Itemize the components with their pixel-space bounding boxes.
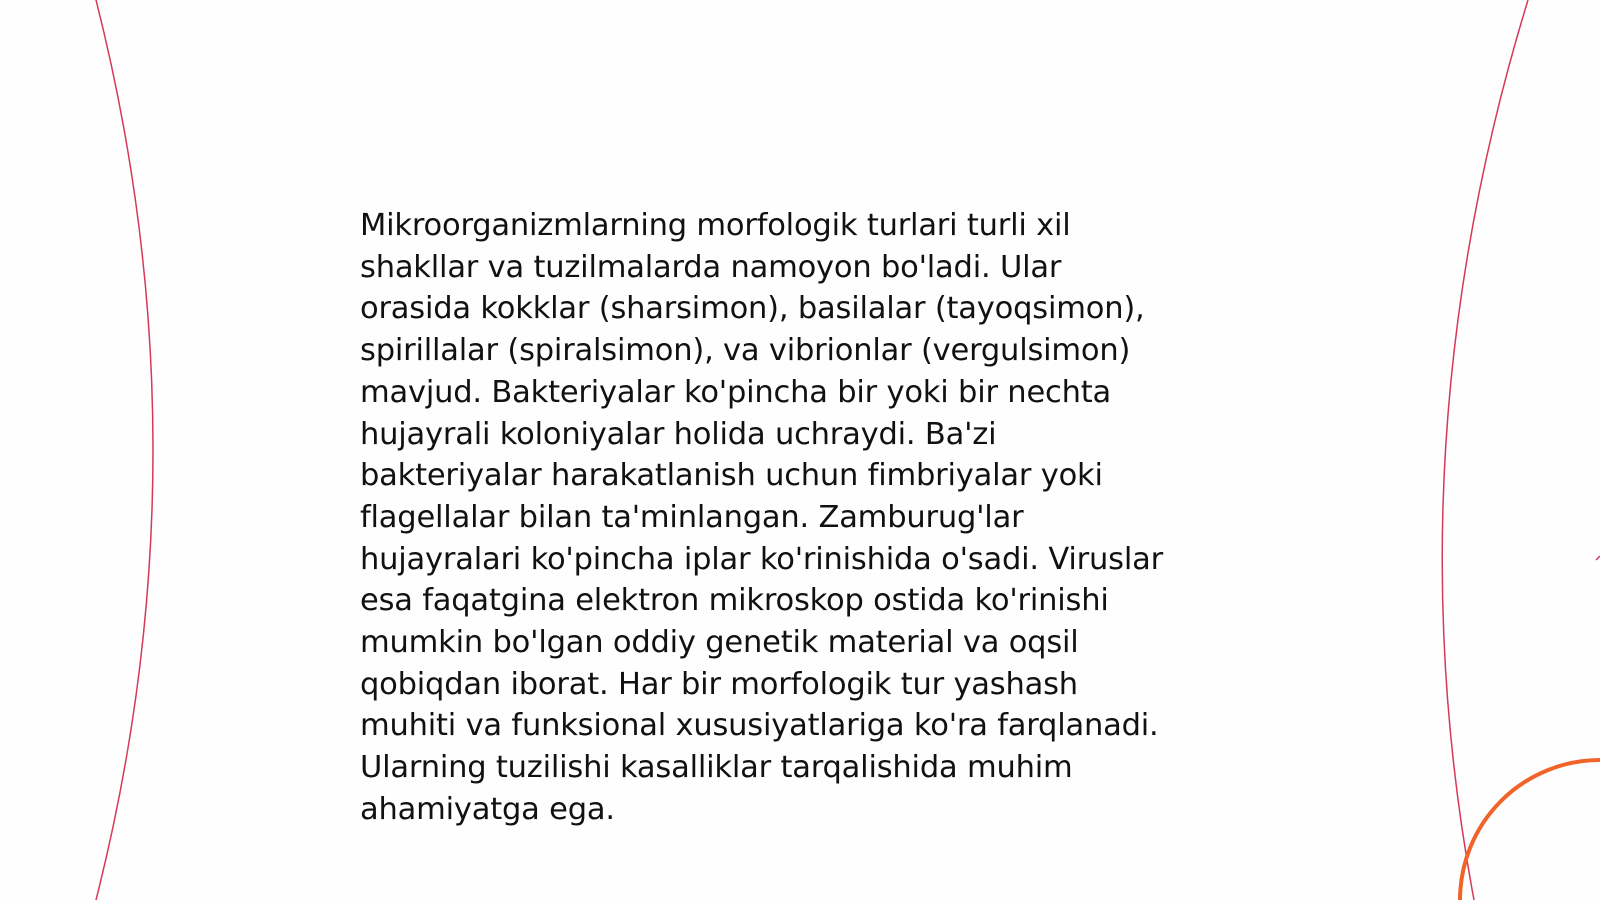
right-edge-tick [1596, 556, 1600, 560]
right-arc-line [1442, 0, 1528, 900]
slide-body-text: Mikroorganizmlarning morfologik turlari turli xil shakllar va tuzilmalarda namoyon bo'ladi. Ular orasida kokklar (sharsimon), basilalar (tayoqsimon), spirillalar (spiralsimon), va vibrionlar (vergulsimon) mavjud. Bakteriyalar ko'pincha bir yoki bir nechta hujayrali koloniyalar holida uchraydi. Ba'zi bakteriyalar harakatlanish uchun fimbriyalar yoki flagellalar bilan ta'minlangan. Zamburug'lar hujayralari ko'pincha iplar ko'rinishida o'sadi. Viruslar esa faqatgina elektron mikroskop ostida ko'rinishi mumkin bo'lgan oddiy genetik material va oqsil qobiqdan iborat. Har bir morfologik tur yashash muhiti va funksional xususiyatlariga ko'ra farqlanadi. Ularning tuzilishi kasalliklar tarqalishida muhim ahamiyatga ega. [360, 208, 1163, 827]
left-arc-line [96, 0, 153, 900]
corner-circle [1460, 760, 1600, 900]
